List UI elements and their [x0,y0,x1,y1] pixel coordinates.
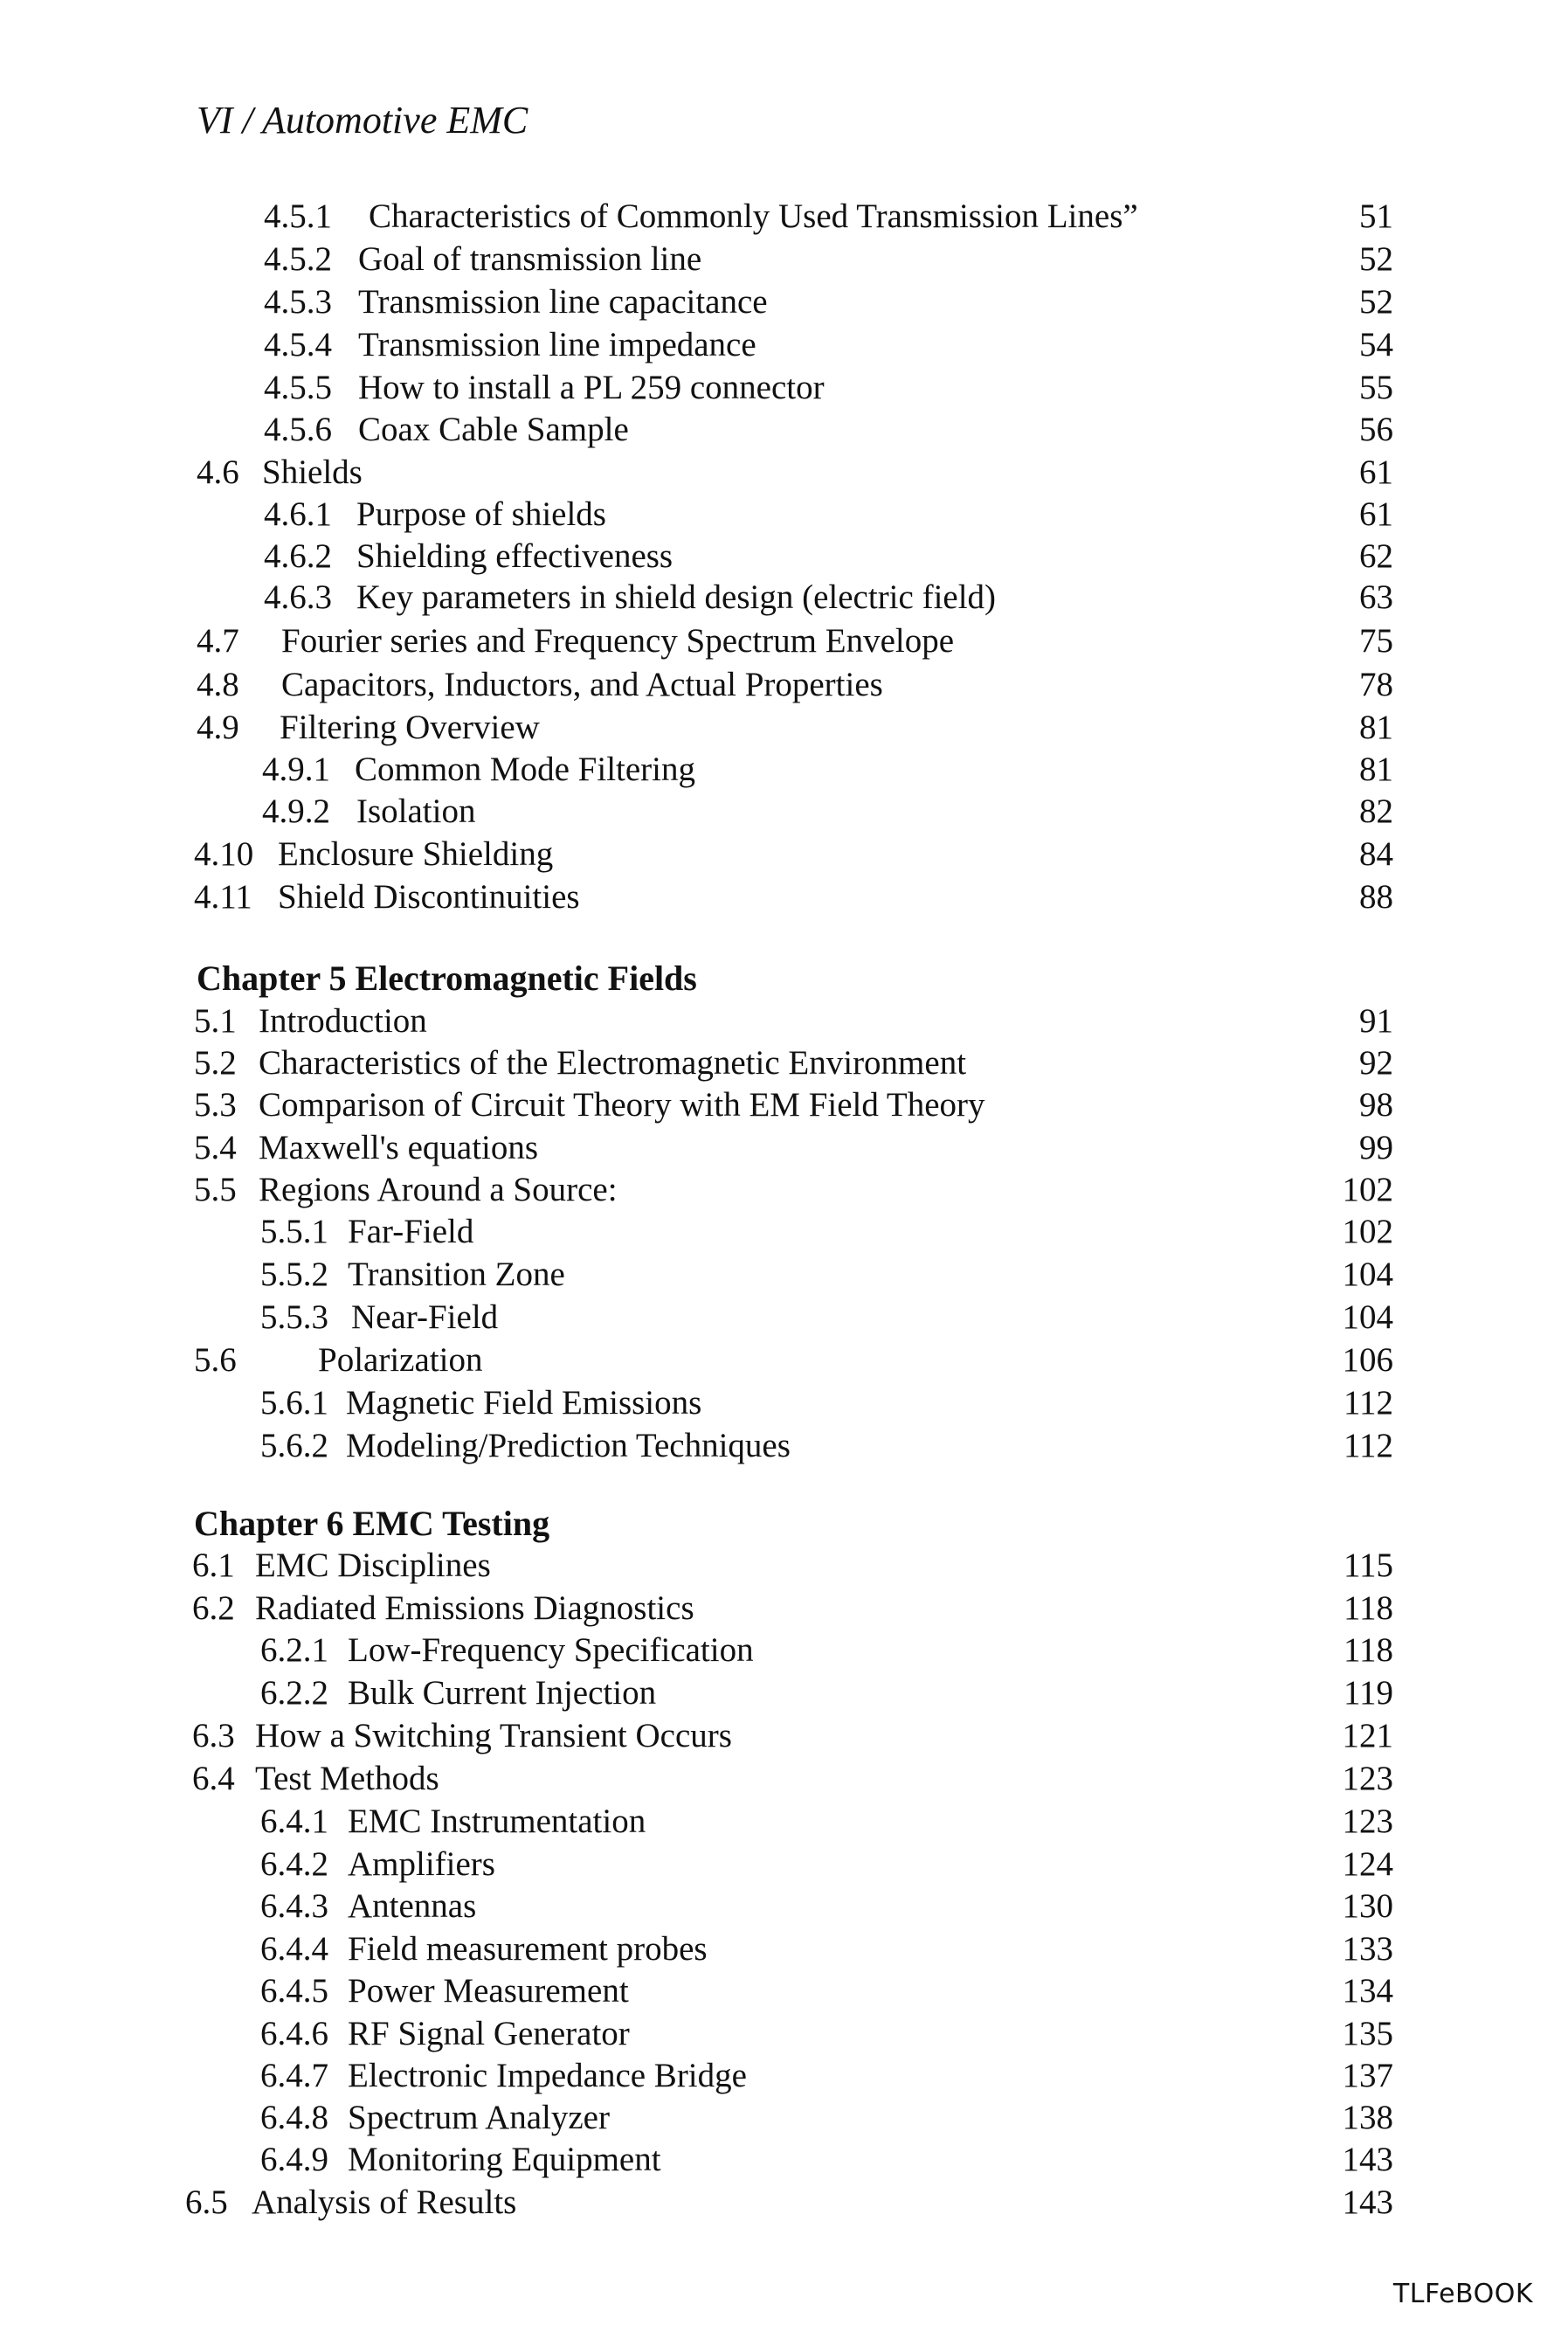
entry-title: Low-Frequency Specification [348,1631,754,1669]
toc-entry [0,2097,1568,2139]
entry-title: Characteristics of the Electromagnetic Environment [259,1044,967,1082]
entry-number: 5.2 [194,1044,237,1082]
entry-number: 6.4 [192,1760,235,1797]
entry-title: Polarization [318,1341,483,1379]
entry-title: EMC Disciplines [255,1547,491,1584]
entry-page: 81 [1359,709,1393,746]
entry-title: Amplifiers [348,1845,495,1883]
entry-number: 5.5 [194,1171,237,1208]
entry-page: 112 [1343,1384,1393,1422]
entry-title: Power Measurement [348,1972,629,2010]
entry-number: 5.3 [194,1086,237,1124]
entry-title: Spectrum Analyzer [348,2099,610,2136]
toc-entry [0,2013,1568,2055]
entry-page: 135 [1342,2015,1393,2052]
entry-page: 62 [1359,537,1393,575]
entry-page: 143 [1342,2141,1393,2178]
entry-number: 6.1 [192,1547,235,1584]
toc-entry [0,1672,1568,1714]
toc-entry [0,1758,1568,1800]
entry-number: 6.4.5 [260,1972,328,2010]
entry-title: Comparison of Circuit Theory with EM Field Theory [259,1086,985,1124]
entry-title: Analysis of Results [252,2183,517,2221]
entry-title: Near-Field [351,1298,499,1336]
entry-title: Field measurement probes [348,1930,708,1968]
toc-entry [0,536,1568,578]
entry-title: Electronic Impedance Bridge [348,2057,747,2094]
toc-entry [0,1254,1568,1296]
entry-page: 137 [1342,2057,1393,2094]
entry-title: Coax Cable Sample [358,411,629,448]
toc-entry [0,2055,1568,2097]
toc-entry [0,1425,1568,1467]
entry-page: 61 [1359,453,1393,491]
entry-page: 112 [1343,1427,1393,1464]
entry-page: 99 [1359,1129,1393,1166]
entry-number: 4.10 [194,835,254,873]
entry-page: 54 [1359,326,1393,363]
entry-page: 118 [1343,1589,1393,1627]
entry-title: Test Methods [255,1760,439,1797]
entry-page: 104 [1342,1256,1393,1293]
entry-title: Monitoring Equipment [348,2141,661,2178]
entry-page: 63 [1359,578,1393,616]
entry-number: 6.4.7 [260,2057,328,2094]
entry-number: 6.4.1 [260,1803,328,1840]
toc-entry [0,2139,1568,2181]
entry-number: 6.3 [192,1717,235,1754]
toc-entry [0,409,1568,451]
entry-title: Modeling/Prediction Techniques [346,1427,791,1464]
entry-number: 4.5.4 [264,326,332,363]
entry-number: 5.4 [194,1129,237,1166]
toc-entry [0,1844,1568,1886]
entry-title: Goal of transmission line [358,240,702,278]
entry-number: 5.6 [194,1341,237,1379]
entry-title: Regions Around a Source: [259,1171,618,1208]
entry-title: Transmission line impedance [358,326,756,363]
toc-entry [0,664,1568,706]
entry-number: 4.11 [194,878,252,916]
entry-page: 78 [1359,666,1393,703]
toc-entry [0,1000,1568,1042]
toc-entry [0,494,1568,536]
entry-page: 143 [1342,2183,1393,2221]
toc-entry [0,452,1568,494]
entry-page: 121 [1342,1717,1393,1754]
entry-title: Filtering Overview [280,709,540,746]
entry-title: Shields [262,453,363,491]
entry-title: Capacitors, Inductors, and Actual Properties [281,666,883,703]
entry-number: 4.5.6 [264,411,332,448]
entry-page: 102 [1342,1171,1393,1208]
entry-page: 52 [1359,283,1393,321]
entry-title: Maxwell's equations [259,1129,539,1166]
entry-page: 123 [1342,1803,1393,1840]
entry-number: 5.5.2 [260,1256,328,1293]
toc-entry [0,281,1568,323]
entry-page: 133 [1342,1930,1393,1968]
entry-title: How a Switching Transient Occurs [255,1717,732,1754]
entry-number: 4.9.2 [262,792,330,830]
entry-title: Key parameters in shield design (electric field) [356,578,997,616]
toc-entry [0,367,1568,409]
entry-title: Transition Zone [348,1256,565,1293]
entry-number: 6.4.3 [260,1887,328,1925]
entry-title: EMC Instrumentation [348,1803,646,1840]
entry-title: Radiated Emissions Diagnostics [255,1589,694,1627]
entry-number: 5.1 [194,1002,237,1040]
entry-title: Fourier series and Frequency Spectrum Envelope [281,622,955,660]
entry-page: 119 [1343,1674,1393,1712]
entry-title: Isolation [356,792,476,830]
entry-page: 84 [1359,835,1393,873]
entry-title: RF Signal Generator [348,2015,630,2052]
entry-page: 130 [1342,1887,1393,1925]
entry-page: 56 [1359,411,1393,448]
toc-entry [0,239,1568,280]
entry-title: Transmission line capacitance [358,283,768,321]
entry-number: 4.8 [197,666,239,703]
entry-title: Far-Field [348,1213,474,1250]
toc-entry [0,1211,1568,1253]
toc-entry [0,1970,1568,2012]
toc-entry [0,1588,1568,1630]
entry-title: Bulk Current Injection [348,1674,657,1712]
entry-page: 98 [1359,1086,1393,1124]
toc-entry [0,1297,1568,1339]
toc-entry [0,577,1568,619]
entry-number: 6.2.2 [260,1674,328,1712]
toc-entry [0,1169,1568,1211]
toc-entry [0,1042,1568,1084]
toc-entry [0,1801,1568,1843]
entry-title: Shielding effectiveness [356,537,673,575]
toc-entry [0,324,1568,366]
entry-title: Introduction [259,1002,427,1040]
entry-number: 4.6 [197,453,239,491]
entry-page: 92 [1359,1044,1393,1082]
entry-number: 6.2 [192,1589,235,1627]
entry-number: 4.9.1 [262,751,330,788]
entry-page: 115 [1343,1547,1393,1584]
entry-page: 51 [1359,197,1393,235]
entry-number: 6.5 [185,2183,228,2221]
toc-entry [0,620,1568,662]
toc-entry [0,2182,1568,2224]
toc-entry [0,196,1568,238]
entry-title: How to install a PL 259 connector [358,369,825,406]
running-header: VI / Automotive EMC [197,99,528,142]
toc-entry [0,1630,1568,1671]
watermark-footer: TLFeBOOK [1392,2279,1533,2309]
toc-entry [0,791,1568,833]
toc-entry [0,1339,1568,1381]
toc-entry [0,876,1568,918]
entry-page: 102 [1342,1213,1393,1250]
entry-title: Common Mode Filtering [355,751,695,788]
entry-page: 134 [1342,1972,1393,2010]
entry-number: 5.6.2 [260,1427,328,1464]
entry-page: 52 [1359,240,1393,278]
toc-entry [0,707,1568,749]
entry-page: 61 [1359,495,1393,533]
toc-entry [0,1886,1568,1927]
entry-number: 4.6.2 [264,537,332,575]
entry-page: 81 [1359,751,1393,788]
entry-number: 5.6.1 [260,1384,328,1422]
entry-number: 6.4.2 [260,1845,328,1883]
toc-entry [0,749,1568,791]
entry-number: 6.4.4 [260,1930,328,1968]
toc-entry [0,834,1568,875]
entry-number: 5.5.3 [260,1298,328,1336]
entry-page: 82 [1359,792,1393,830]
entry-title: Enclosure Shielding [278,835,554,873]
entry-number: 4.5.1 [264,197,332,235]
entry-page: 123 [1342,1760,1393,1797]
entry-number: 4.9 [197,709,239,746]
entry-number: 6.4.8 [260,2099,328,2136]
entry-number: 4.7 [197,622,239,660]
entry-page: 118 [1343,1631,1393,1669]
entry-number: 6.4.9 [260,2141,328,2178]
chapter-heading: Chapter 5 Electromagnetic Fields [197,958,697,998]
toc-entry [0,1545,1568,1587]
entry-number: 4.5.3 [264,283,332,321]
entry-number: 4.6.1 [264,495,332,533]
entry-number: 4.6.3 [264,578,332,616]
chapter-heading: Chapter 6 EMC Testing [194,1504,550,1543]
entry-number: 6.2.1 [260,1631,328,1669]
toc-entry [0,1127,1568,1169]
entry-page: 104 [1342,1298,1393,1336]
entry-number: 4.5.2 [264,240,332,278]
entry-page: 75 [1359,622,1393,660]
entry-page: 124 [1342,1845,1393,1883]
entry-page: 138 [1342,2099,1393,2136]
toc-entry [0,1382,1568,1424]
entry-page: 55 [1359,369,1393,406]
entry-number: 6.4.6 [260,2015,328,2052]
entry-title: Characteristics of Commonly Used Transmission Lines” [369,197,1138,235]
entry-number: 4.5.5 [264,369,332,406]
toc-entry [0,1715,1568,1757]
entry-page: 106 [1342,1341,1393,1379]
entry-title: Purpose of shields [356,495,606,533]
entry-number: 5.5.1 [260,1213,328,1250]
toc-entry [0,1928,1568,1970]
entry-page: 91 [1359,1002,1393,1040]
entry-title: Antennas [348,1887,477,1925]
toc-entry [0,1084,1568,1126]
entry-title: Shield Discontinuities [278,878,580,916]
entry-title: Magnetic Field Emissions [346,1384,702,1422]
entry-page: 88 [1359,878,1393,916]
